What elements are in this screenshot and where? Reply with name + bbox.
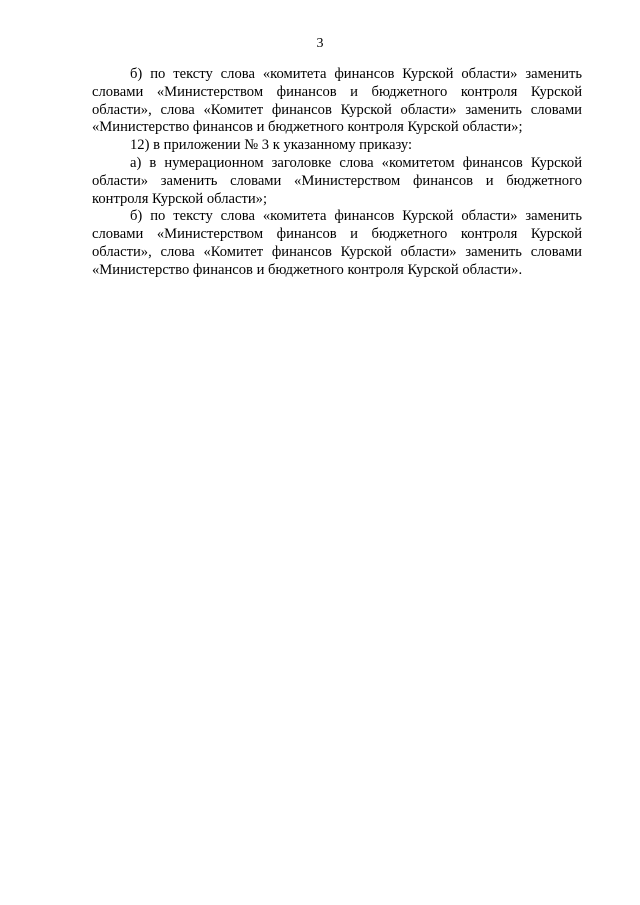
document-body bbox=[92, 66, 582, 280]
paragraph-item-12: 12) в приложении № 3 к указанному приказу: bbox=[130, 137, 413, 154]
paragraph-item-a: а) в нумерационном заголовке слова «комитетом финансов Курской области» заменить словами «Министерством финансов и бюджетного контроля Курской области»; bbox=[92, 154, 582, 207]
page-number: 3 bbox=[316, 36, 324, 51]
paragraph-item-b-first: б) по тексту слова «комитета финансов Курской области» заменить словами «Министерством финансов и бюджетного контроля Курской области», слова «Комитет финансов Курской области» заменить словами «Министерство финансов и бюджетного контроля Курской области»; bbox=[92, 66, 582, 136]
paragraph-item-b-second: б) по тексту слова «комитета финансов Курской области» заменить словами «Министерством финансов и бюджетного контроля Курской области», слова «Комитет финансов Курской области» заменить словами «Министерство финансов и бюджетного контроля Курской области». bbox=[92, 208, 582, 278]
